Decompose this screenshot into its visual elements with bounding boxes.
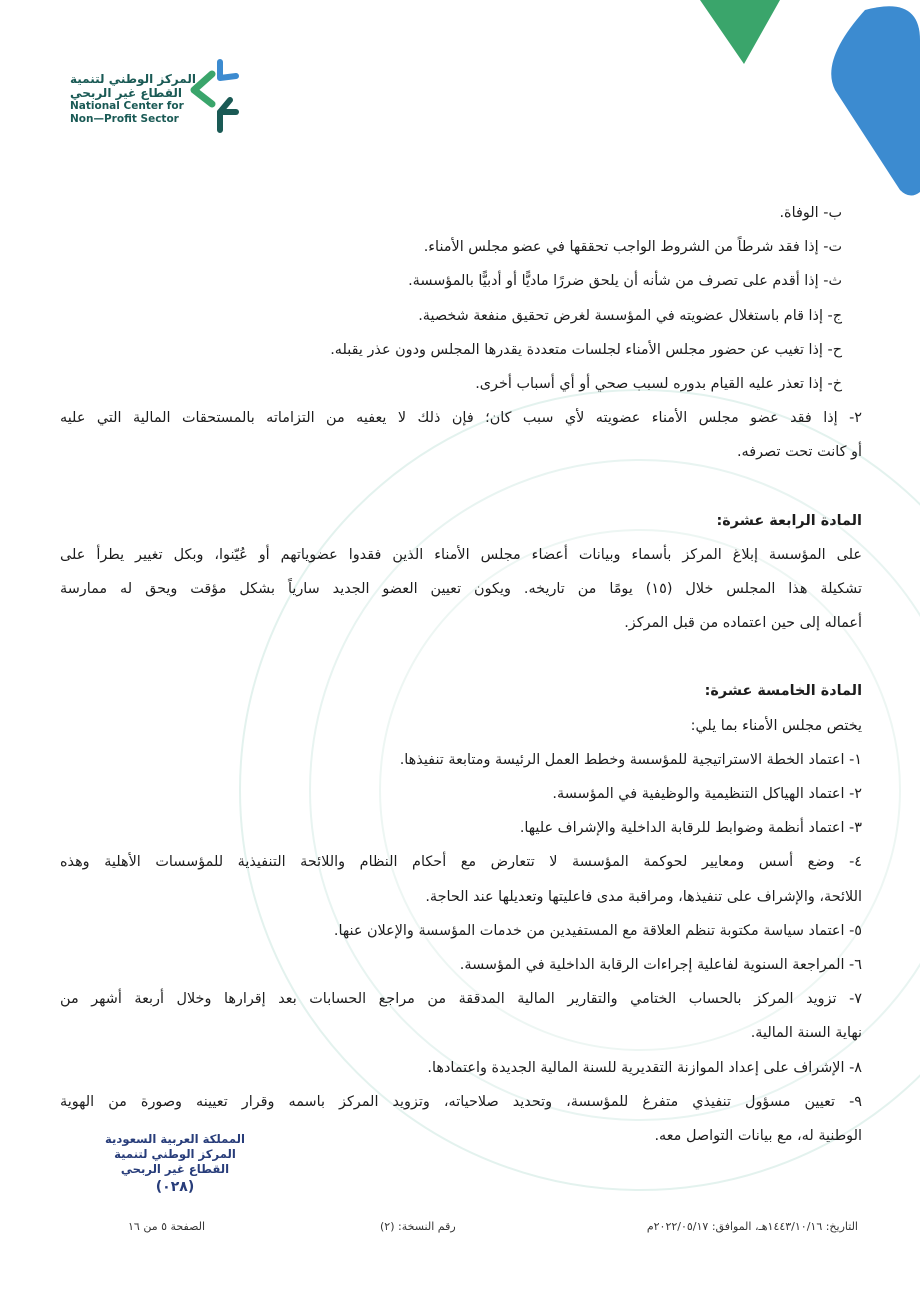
- footer-page-number: الصفحة ٥ من ١٦: [128, 1220, 206, 1233]
- list-item: ٥- اعتماد سياسة مكتوبة تنظم العلاقة مع المستفيدين من خدمات المؤسسة والإعلان عنها.: [333, 922, 862, 939]
- article-14-line-3: أعماله إلى حين اعتماده من قبل المركز.: [624, 615, 862, 632]
- list-item: ث- إذا أقدم على تصرف من شأنه أن يلحق ضررًا ماديًّا أو أدبيًّا بالمؤسسة.: [408, 273, 842, 290]
- footer-date: التاريخ: ١٤٤٣/١٠/١٦هـ، الموافق: ٢٠٢٢/٠٥/١٧م: [646, 1220, 858, 1233]
- list-item: ٩- تعيين مسؤول تنفيذي متفرغ للمؤسسة، وتحديد صلاحياته، وتزويد المركز باسمه وقرار تعيينه وصورة من الهوية: [60, 1093, 862, 1110]
- logo-english-line-2: Non—Profit Sector: [70, 113, 179, 125]
- list-item: ٦- المراجعة السنوية لفاعلية إجراءات الرقابة الداخلية في المؤسسة.: [459, 957, 862, 974]
- stamp-line-2: المركز الوطني لتنمية: [114, 1147, 236, 1161]
- logo-arabic-line-1: المركز الوطني لتنمية: [70, 72, 196, 86]
- decorative-blue-triangle: [825, 0, 920, 200]
- article-15-heading: المادة الخامسة عشرة:: [704, 683, 862, 700]
- official-stamp: [100, 1132, 250, 1197]
- list-item: ٧- تزويد المركز بالحساب الختامي والتقارير المالية المدققة من مراجع الحسابات بعد إقرارها وخلال أربعة أشهر من: [60, 991, 862, 1008]
- list-item: ج- إذا قام باستغلال عضويته في المؤسسة لغرض تحقيق منفعة شخصية.: [418, 307, 842, 324]
- list-item-continuation: اللائحة، والإشراف على تنفيذها، ومراقبة مدى فاعليتها وتعديلها عند الحاجة.: [425, 888, 862, 905]
- list-item: ٢- اعتماد الهياكل التنظيمية والوظيفية في المؤسسة.: [552, 786, 862, 803]
- stamp-number: (٠٢٨): [155, 1179, 195, 1195]
- stamp-line-3: القطاع غير الربحي: [120, 1162, 230, 1176]
- document-body: [60, 196, 862, 1153]
- list-item-continuation: الوطنية له، مع بيانات التواصل معه.: [654, 1128, 862, 1145]
- footer-version: رقم النسخة: (٢): [380, 1220, 456, 1233]
- list-item: ح- إذا تغيب عن حضور مجلس الأمناء لجلسات متعددة يقدرها المجلس ودون عذر يقبله.: [330, 341, 842, 358]
- list-item: ٤- وضع أسس ومعايير لحوكمة المؤسسة لا تتعارض مع أحكام النظام واللائحة التنفيذية للمؤسسات الأهلية وهذه: [60, 854, 862, 871]
- article-14-heading: المادة الرابعة عشرة:: [716, 512, 862, 529]
- logo-arabic-line-2: القطاع غير الربحي: [70, 86, 182, 100]
- list-item-continuation: نهاية السنة المالية.: [750, 1025, 862, 1042]
- logo-chevron-icon: [186, 58, 246, 138]
- list-item: خ- إذا تعذر عليه القيام بدوره لسبب صحي أو أي أسباب أخرى.: [475, 376, 842, 393]
- ncnp-logo: [70, 58, 245, 138]
- list-item: ٣- اعتماد أنظمة وضوابط للرقابة الداخلية والإشراف عليها.: [519, 820, 862, 837]
- decorative-green-triangle: [700, 0, 780, 70]
- list-item: ب- الوفاة.: [779, 205, 842, 221]
- stamp-line-1: المملكة العربية السعودية: [105, 1132, 245, 1146]
- article-15-intro: يختص مجلس الأمناء بما يلي:: [690, 717, 862, 734]
- logo-text: [70, 72, 196, 126]
- list-item: ٨- الإشراف على إعداد الموازنة التقديرية للسنة المالية الجديدة واعتمادها.: [427, 1059, 862, 1076]
- list-item: ت- إذا فقد شرطاً من الشروط الواجب تحققها في عضو مجلس الأمناء.: [423, 239, 842, 256]
- logo-english-line-1: National Center for: [70, 100, 184, 112]
- article-14-line-1: على المؤسسة إبلاغ المركز بأسماء وبيانات أعضاء مجلس الأمناء الذين فقدوا عضوياتهم أو عُيّنوا، وبكل تغيير يطرأ على: [60, 546, 862, 563]
- paragraph-2-line-2: أو كانت تحت تصرفه.: [736, 444, 862, 461]
- article-14-line-2: تشكيلة هذا المجلس خلال (١٥) يومًا من تاريخه. ويكون تعيين العضو الجديد سارياً بشكل مؤقت ويحق له ممارسة: [60, 581, 862, 598]
- list-item: ١- اعتماد الخطة الاستراتيجية للمؤسسة وخطط العمل الرئيسة ومتابعة تنفيذها.: [399, 751, 862, 768]
- paragraph-2-line-1: ٢- إذا فقد عضو مجلس الأمناء عضويته لأي سبب كان؛ فإن ذلك لا يعفيه من التزاماته بالمستحقات المالية التي عليه: [60, 410, 862, 427]
